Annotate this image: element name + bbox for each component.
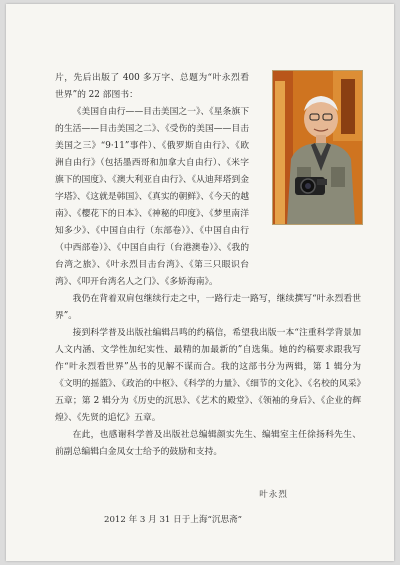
book-page: [6, 4, 394, 561]
preface-text: [55, 70, 361, 461]
paragraph-continue-travel: 我仍在背着双肩包继续行走之中，一路行走一路写，继续撰写“叶永烈看世界”。: [55, 294, 361, 321]
paragraph-intro: 片，先后出版了 400 多万字、总题为“叶永烈看世界”的 22 部图书：: [55, 73, 249, 100]
paragraph-thanks: 在此，也感谢科学普及出版社总编辑颜实先生、编辑室主任徐扬科先生、前副总编辑白金凤女士给予的鼓励和支持。: [55, 430, 361, 457]
paragraph-editor-request: 接到科学普及出版社编辑吕鸣的约稿信，希望我出版一本“注重科学背景加人文内涵、文学性加纪实性、最精的加最新的”自选集。她的约稿要求跟我写作“叶永烈看世界”丛书的见解不谋而合。我的这部书分为两辑，第 1 辑分为《文明的摇篮》、《政治的中枢》、《科学的力量》、《细节的文化》、《名校的风采》五章；第 2 辑分为《历史的沉思》、《艺术的殿堂》、《领袖的身后》、《企业的辉煌》、《先贤的追忆》五章。: [55, 328, 361, 423]
paragraph-book-list: 《美国自由行——目击美国之一》、《星条旗下的生活——目击美国之二》、《受伤的美国——目击美国之三》“9·11”事件）、《俄罗斯自由行》、《欧洲自由行》（包括墨西哥和加拿大自由行）、《米字旗下的国度》、《澳大利亚自由行》、《从迪拜塔到金字塔》、《这就是韩国》、《真实的朝鲜》、《今天的越南》、《樱花下的日本》、《神秘的印度》、《梦里南洋知多少》、《中国自由行（东部卷）》、《中国自由行（中西部卷）》、《中国自由行（台港澳卷）》、《我的台湾之旅》、《叶永烈目击台湾》、《第三只眼识台湾》、《叩开台湾名人之门》、《多娇海南》。: [55, 107, 249, 287]
date-place-line: 2012 年 3 月 31 日于上海“沉思斋”: [104, 515, 243, 525]
author-signature: 叶永烈: [259, 490, 288, 500]
